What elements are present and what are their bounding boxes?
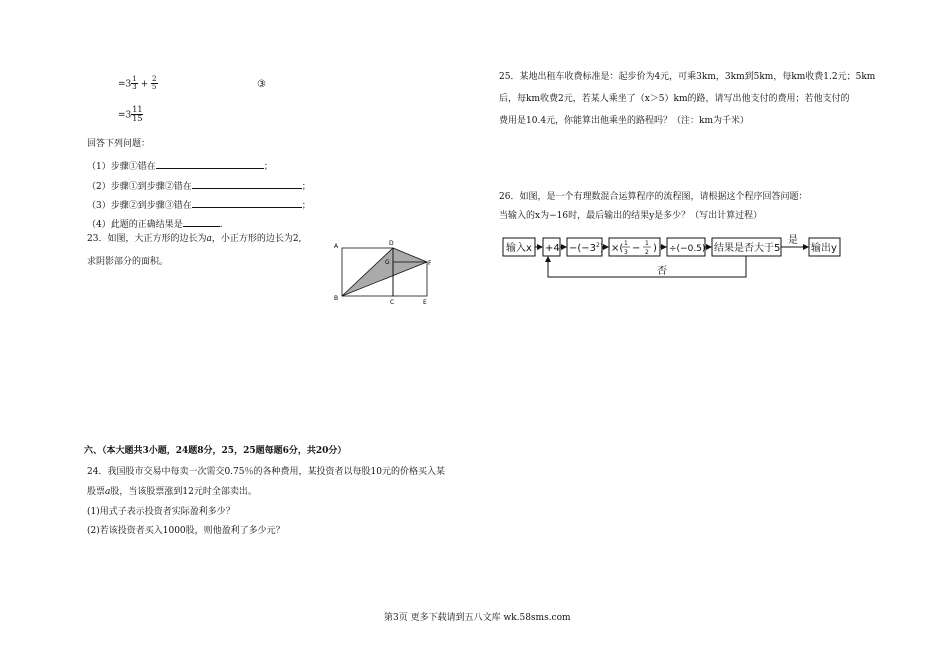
multiply-prefix: ×( <box>611 243 624 254</box>
question-1: （1）步骤①错在 ； <box>87 162 273 172</box>
q25-line2: 后，每km收费2元，若某人乘坐了（x＞5）km的路，请写出他支付的费用；若他支付的 <box>499 94 850 104</box>
q26-line2: 当输入的x为−16时，最后输出的结果y是多少？（写出计算过程） <box>499 211 763 221</box>
step3-mark: ③ <box>257 79 266 90</box>
shaded-triangle <box>342 248 427 296</box>
answer-blank[interactable] <box>192 180 302 189</box>
q23-line2: 求阴影部分的面积。 <box>87 257 169 267</box>
answer-intro: 回答下列问题： <box>87 139 151 149</box>
page-footer: 第3页 更多下载请到五八文库 wk.58sms.com <box>384 613 571 623</box>
flowchart <box>500 230 845 286</box>
question-3: （3）步骤②到步骤③错在 ； <box>87 201 311 211</box>
q24-line2: 股票a股，当该股票涨到12元时全部卖出。 <box>87 487 257 497</box>
input-label: 输入x <box>506 243 532 254</box>
multiply-frac2-den: 2 <box>645 249 649 256</box>
question-4: （4）此题的正确结果是 . <box>87 220 223 230</box>
yes-label: 是 <box>788 235 798 246</box>
label-f: F <box>428 260 432 267</box>
label-a: A <box>334 243 339 250</box>
q24-sub2: (2)若该投资者买入1000股，则他盈利了多少元？ <box>87 526 285 536</box>
output-label: 输出y <box>811 243 837 254</box>
q25-line1: 25．某地出租车收费标准是：起步价为4元，可乘3km，3km到5km，每km收费1.2元；5km <box>499 72 876 82</box>
q24-line1: 24．我国股市交易中每卖一次需交0.75％的各种费用，某投资者以每股10元的价格买入某 <box>87 467 445 477</box>
q26-line1: 26．如图，是一个有理数混合运算程序的流程图，请根据这个程序回答问题： <box>499 192 808 202</box>
add-label: +4 <box>545 243 560 254</box>
multiply-frac1-num: 1 <box>624 240 628 247</box>
multiply-minus: − <box>632 243 641 254</box>
q25-line3: 费用是10.4元，你能算出他乘坐的路程吗？（注：km为千米） <box>499 116 750 126</box>
label-c: C <box>390 299 395 306</box>
label-g: G <box>385 259 390 266</box>
section-6-heading: 六、（本大题共3小题，24题8分，25，25题每题6分，共20分） <box>84 446 347 456</box>
label-b: B <box>334 295 339 302</box>
answer-blank[interactable] <box>156 160 264 169</box>
answer-blank[interactable] <box>183 218 220 227</box>
q24-sub1: (1)用式子表示投资者实际盈利多少？ <box>87 507 235 517</box>
condition-label: 结果是否大于5 <box>714 243 781 254</box>
divide-label: ÷(−0.5) <box>669 244 706 254</box>
multiply-frac1-den: 3 <box>624 249 628 256</box>
answer-blank[interactable] <box>192 199 302 208</box>
label-e: E <box>423 299 427 306</box>
loop-back-line <box>548 256 746 277</box>
subtract-label: $-(-3^2)$ <box>569 242 604 254</box>
step3-line: =3 $\frac{1}{3}$ + $\frac{2}{5}$ <box>118 75 157 92</box>
question-2: （2）步骤①到步骤②错在 ； <box>87 182 311 192</box>
result-line: =3 $\frac{11}{15}$ <box>118 105 143 124</box>
square-figure <box>330 236 435 306</box>
q23-line1: 23．如图，大正方形的边长为a，小正方形的边长为2, <box>87 234 302 244</box>
label-d: D <box>389 240 394 247</box>
no-label: 否 <box>657 266 667 277</box>
multiply-frac2-num: 1 <box>645 240 649 247</box>
multiply-suffix: ) <box>653 243 657 254</box>
